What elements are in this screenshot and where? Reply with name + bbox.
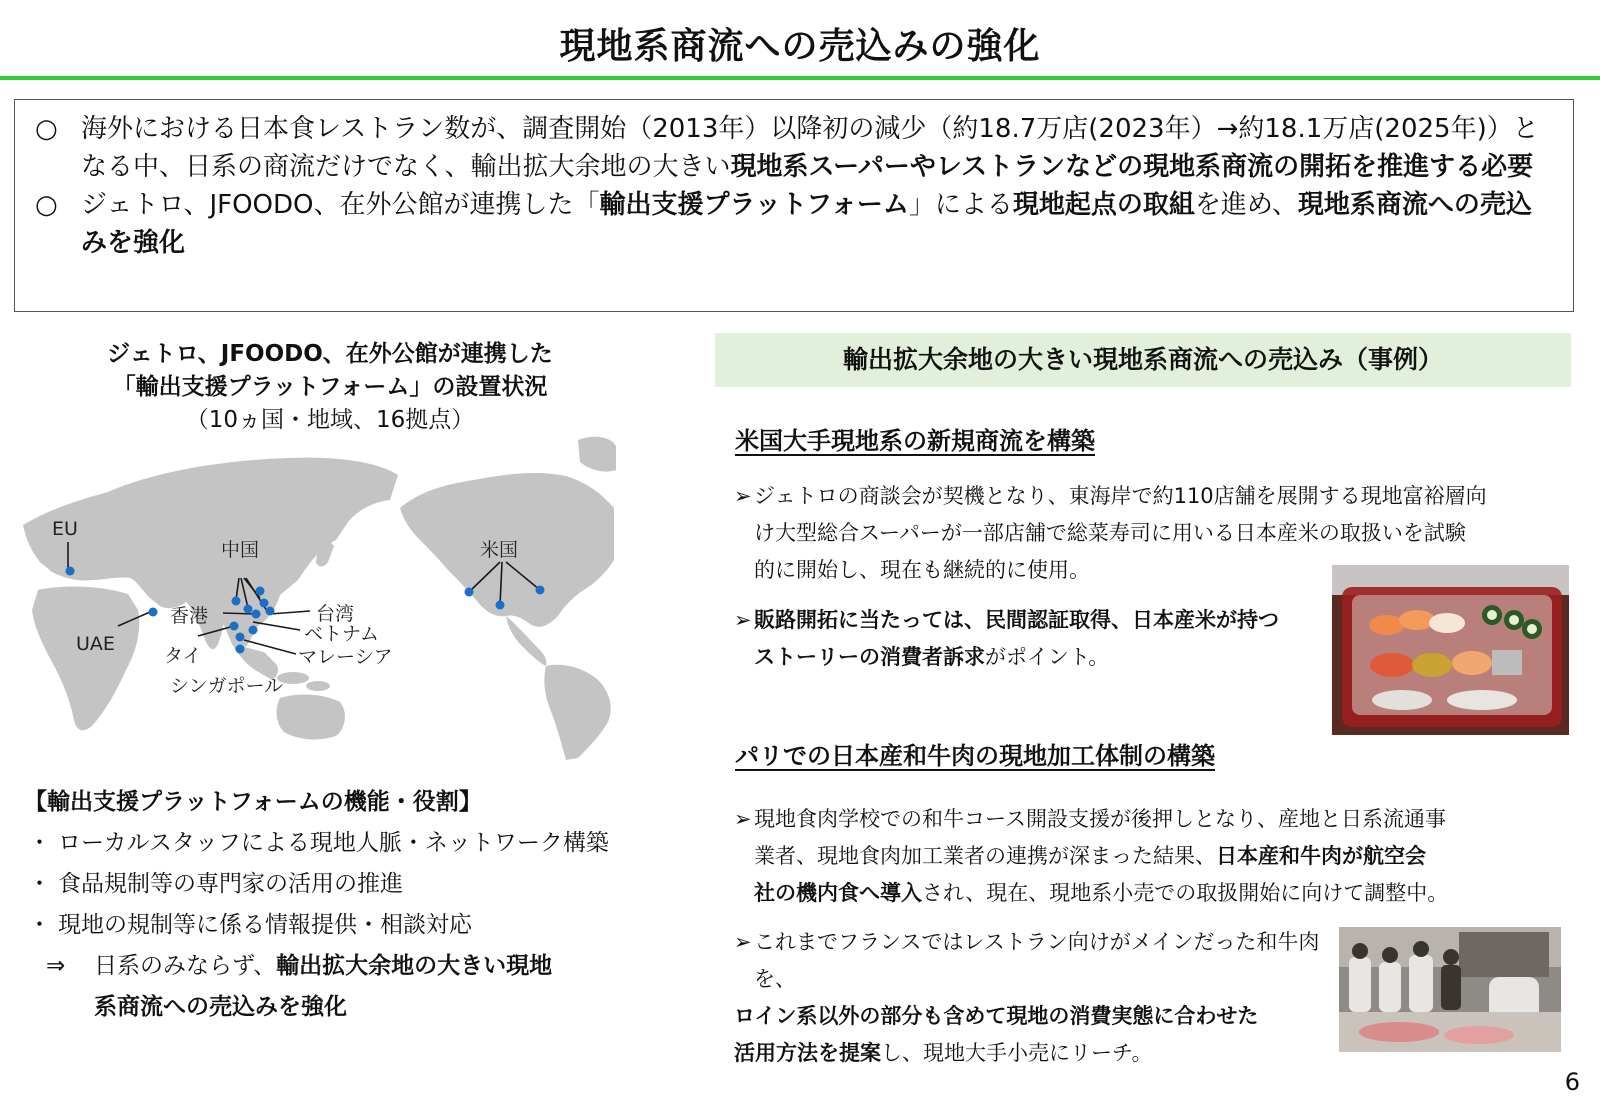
cases-heading: 輸出拡大余地の大きい現地系商流への売込み（事例） bbox=[715, 333, 1571, 387]
landmass bbox=[23, 437, 616, 760]
bullet-arrow: ➢ bbox=[734, 608, 752, 632]
summary-marker-1: ○ bbox=[35, 114, 58, 144]
roles-item: ・ 現地の規制等に係る情報提供・相談対応 bbox=[28, 912, 472, 938]
marker-vietnam bbox=[249, 626, 258, 635]
marker-us-3 bbox=[536, 586, 545, 595]
butchery-class-photo bbox=[1339, 927, 1561, 1052]
world-map-graphic bbox=[18, 430, 618, 760]
sushi-photo bbox=[1332, 565, 1569, 735]
marker-taiwan bbox=[266, 607, 275, 616]
summary-box bbox=[14, 99, 1574, 312]
summary-marker-2: ○ bbox=[35, 190, 58, 220]
roles-item: ・ 食品規制等の専門家の活用の推進 bbox=[28, 871, 403, 897]
case1-title: 米国大手現地系の新規商流を構築 bbox=[735, 427, 1095, 455]
map-label-china: 中国 bbox=[221, 539, 260, 561]
page-title: 現地系商流への売込みの強化 bbox=[559, 26, 1041, 67]
platform-roles bbox=[24, 782, 624, 1028]
marker-us-1 bbox=[465, 588, 474, 597]
map-label-taiwan: 台湾 bbox=[316, 603, 355, 625]
marker-malaysia bbox=[236, 633, 245, 642]
marker-uae bbox=[149, 608, 158, 617]
marker-us-2 bbox=[496, 601, 505, 610]
map-title: ジェトロ、JFOODO、在外公館が連携した 「輸出支援プラットフォーム」の設置状況 （10ヵ国・地域、16拠点） bbox=[30, 338, 630, 437]
marker-china-1 bbox=[232, 597, 241, 606]
bullet-arrow: ➢ bbox=[734, 484, 752, 508]
marker-eu bbox=[66, 567, 75, 576]
marker-china-2 bbox=[244, 605, 253, 614]
map-label-uae: UAE bbox=[76, 633, 115, 655]
conclusion-arrow: ⇒ bbox=[46, 953, 66, 979]
map-label-us: 米国 bbox=[480, 539, 519, 561]
map-subtitle: （10ヵ国・地域、16拠点） bbox=[185, 407, 475, 433]
bullet-arrow: ➢ bbox=[734, 930, 752, 954]
case1-paragraph-2: ➢ 販路開拓に当たっては、民間認証取得、日本産米が持つ ストーリーの消費者訴求がポイント。 bbox=[734, 602, 1334, 676]
marker-thailand bbox=[230, 622, 239, 631]
map-label-vietnam: ベトナム bbox=[304, 623, 380, 645]
case2-paragraph-1: ➢ 現地食肉学校での和牛コース開設支援が後押しとなり、産地と日系流通事 業者、現地食肉加工業者の連携が深まった結果、日本産和牛肉が航空会 社の機内食へ導入され、現在、現地系小売での取扱開始に向けて調整中。 bbox=[734, 801, 1554, 912]
roles-heading: 【輸出支援プラットフォームの機能・役割】 bbox=[24, 789, 482, 815]
case2-title: パリでの日本産和牛肉の現地加工体制の構築 bbox=[735, 742, 1215, 770]
marker-hongkong bbox=[252, 610, 261, 619]
roles-conclusion: ⇒ 日系のみならず、輸出拡大余地の大きい現地 系商流への売込みを強化 bbox=[24, 946, 624, 1028]
marker-china-3 bbox=[256, 587, 265, 596]
title-divider bbox=[0, 76, 1600, 80]
roles-item: ・ ローカルスタッフによる現地人脈・ネットワーク構築 bbox=[28, 830, 609, 856]
bullet-arrow: ➢ bbox=[734, 807, 752, 831]
page-number: 6 bbox=[1564, 1068, 1580, 1096]
map-label-malaysia: マレーシア bbox=[298, 646, 393, 668]
map-label-singapore: シンガポール bbox=[170, 675, 284, 697]
summary-bullet-2: ○ ジェトロ、JFOODO、在外公館が連携した「輸出支援プラットフォーム」による現地起点の取組を進め、現地系商流への売込みを強化 bbox=[35, 186, 1555, 262]
map-label-hongkong: 香港 bbox=[170, 605, 209, 627]
case1-paragraph-1: ➢ ジェトロの商談会が契機となり、東海岸で約110店舗を展開する現地富裕層向 け大型総合スーパーが一部店舗で総菜寿司に用いる日本産米の取扱いを試験 的に開始し、現在も継続的に使用。 bbox=[734, 478, 1554, 589]
summary-bullet-1: ○ 海外における日本食レストラン数が、調査開始（2013年）以降初の減少（約18.7万店(2023年）→約18.1万店(2025年)）となる中、日系の商流だけでなく、輸出拡大余地の大きい現地系スーパーやレストランなどの現地系商流の開拓を推進する必要 bbox=[35, 110, 1555, 186]
map-label-eu: EU bbox=[52, 518, 78, 540]
case2-paragraph-2: ➢ これまでフランスではレストラン向けがメインだった和牛肉を、 ロイン系以外の部分も含めて現地の消費実態に合わせた 活用方法を提案し、現地大手小売にリーチ。 bbox=[734, 924, 1334, 1072]
marker-singapore bbox=[236, 645, 245, 654]
marker-china-4 bbox=[260, 599, 269, 608]
world-map bbox=[18, 430, 618, 760]
map-label-thailand: タイ bbox=[164, 645, 202, 667]
